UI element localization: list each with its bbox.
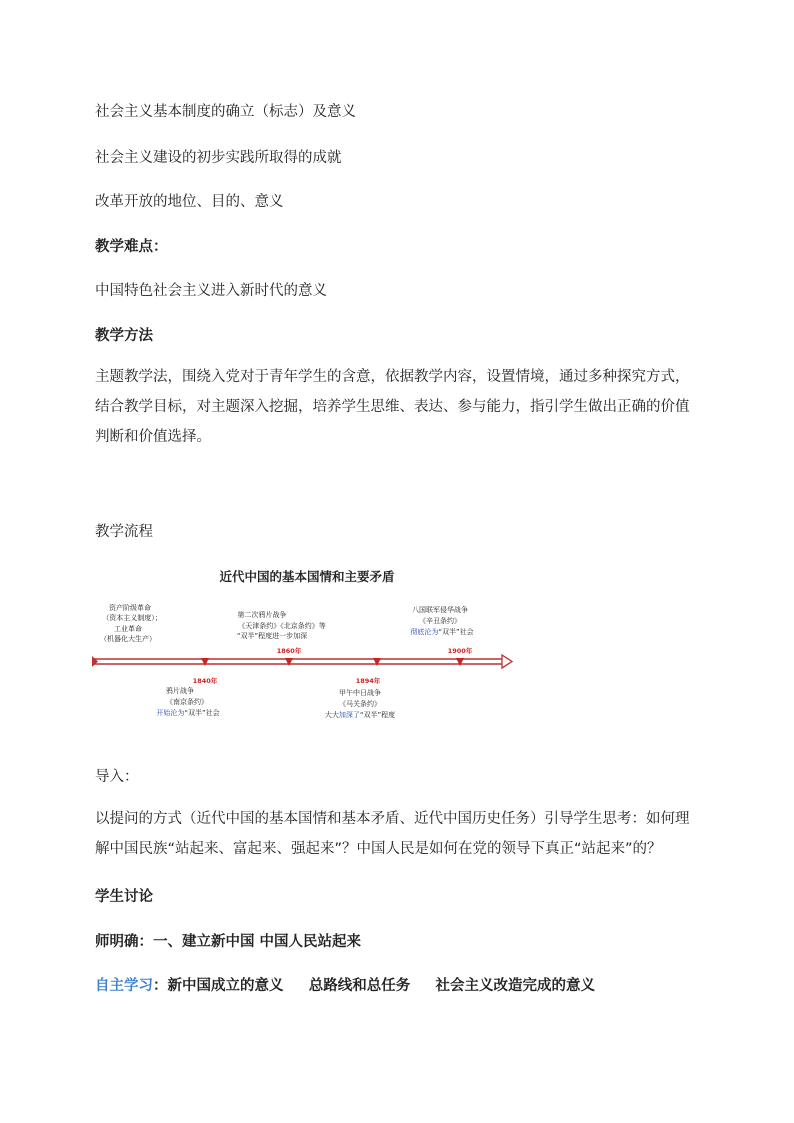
bottom-left-note <box>156 686 219 717</box>
note-text: 《天津条约》《北京条约》等 <box>238 622 326 630</box>
teacher-summary: 师明确：一、建立新中国 中国人民站起来 <box>95 934 362 950</box>
marker-1894 <box>373 658 381 666</box>
note-text: 开始沦为 <box>156 709 185 717</box>
self-study-items: 新中国成立的意义 总路线和总任务 社会主义改造完成的意义 <box>167 978 595 994</box>
note-text: 工业革命 <box>114 625 142 633</box>
note-text: 八国联军侵华战争 <box>412 606 468 614</box>
discussion-heading: 学生讨论 <box>95 889 153 905</box>
note-text: （机器化大生产） <box>100 635 156 643</box>
intro-paragraph: 以提问的方式（近代中国的基本国情和基本矛盾、近代中国历史任务）引导学生思考：如何理解中国民族“站起来、富起来、强起来”？中国人民是如何在党的领导下真正“站起来”的？ <box>95 811 690 857</box>
top-left-note <box>100 603 162 643</box>
self-study-label: 自主学习 <box>95 978 153 994</box>
marker-1840 <box>201 658 209 666</box>
year-label-1860: 1860年 <box>276 647 302 655</box>
timeline-figure <box>92 560 522 725</box>
year-labels <box>193 646 473 685</box>
note-text: 大大 <box>324 711 339 719</box>
note-text: 《南京条约》 <box>166 698 208 706</box>
method-heading: 教学方法 <box>95 328 153 344</box>
timeline-title: 近代中国的基本国情和主要矛盾 <box>219 569 395 584</box>
note-text: “双半”社会 <box>438 628 474 636</box>
year-label-1840: 1840年 <box>192 677 218 685</box>
note-text: 彻底沦为 <box>410 628 439 636</box>
note-text <box>156 708 219 717</box>
note-text: 《辛丑条约》 <box>419 617 461 625</box>
note-text: “双半”社会 <box>184 709 220 717</box>
note-text: “双半”程度 <box>359 711 396 719</box>
note-text: 第二次鸦片战争 <box>237 611 287 619</box>
top-right-note <box>410 605 473 636</box>
note-text <box>410 627 473 636</box>
top-mid-note <box>237 610 326 640</box>
note-text: 《马关条约》 <box>339 700 381 708</box>
note-text: 加深了 <box>338 711 360 719</box>
difficulty-heading: 教学难点： <box>95 239 168 255</box>
note-text: 甲午中日战争 <box>339 689 381 697</box>
method-paragraph: 主题教学法，围绕入党对于青年学生的含意，依据教学内容，设置情境，通过多种探究方式，结合教学目标，对主题深入挖掘，培养学生思维、表达、参与能力，指引学生做出正确的价值判断和价值选择。 <box>95 369 690 445</box>
marker-1900 <box>456 658 464 666</box>
objective-line-3: 改革开放的地位、目的、意义 <box>95 194 284 210</box>
year-label-1900: 1900年 <box>447 647 473 655</box>
flow-heading: 教学流程 <box>95 524 153 540</box>
note-text <box>325 710 395 719</box>
note-text: 资产阶级革命 <box>109 604 151 612</box>
bottom-mid-note <box>325 688 395 719</box>
intro-label: 导入： <box>95 769 139 785</box>
note-text: 鸦片战争 <box>166 687 194 695</box>
marker-1860 <box>285 658 293 666</box>
note-text: （资本主义制度）； <box>102 614 162 622</box>
year-label-1894: 1894年 <box>355 677 381 685</box>
note-text: “双半”程度进一步加深 <box>236 632 308 640</box>
difficulty-line: 中国特色社会主义进入新时代的意义 <box>95 283 327 299</box>
objective-line-1: 社会主义基本制度的确立（标志）及意义 <box>95 104 356 120</box>
objective-line-2: 社会主义建设的初步实践所取得的成就 <box>95 150 342 166</box>
timeline-axis <box>92 655 512 668</box>
self-study-line <box>95 974 595 995</box>
self-study-colon: ： <box>153 978 168 994</box>
